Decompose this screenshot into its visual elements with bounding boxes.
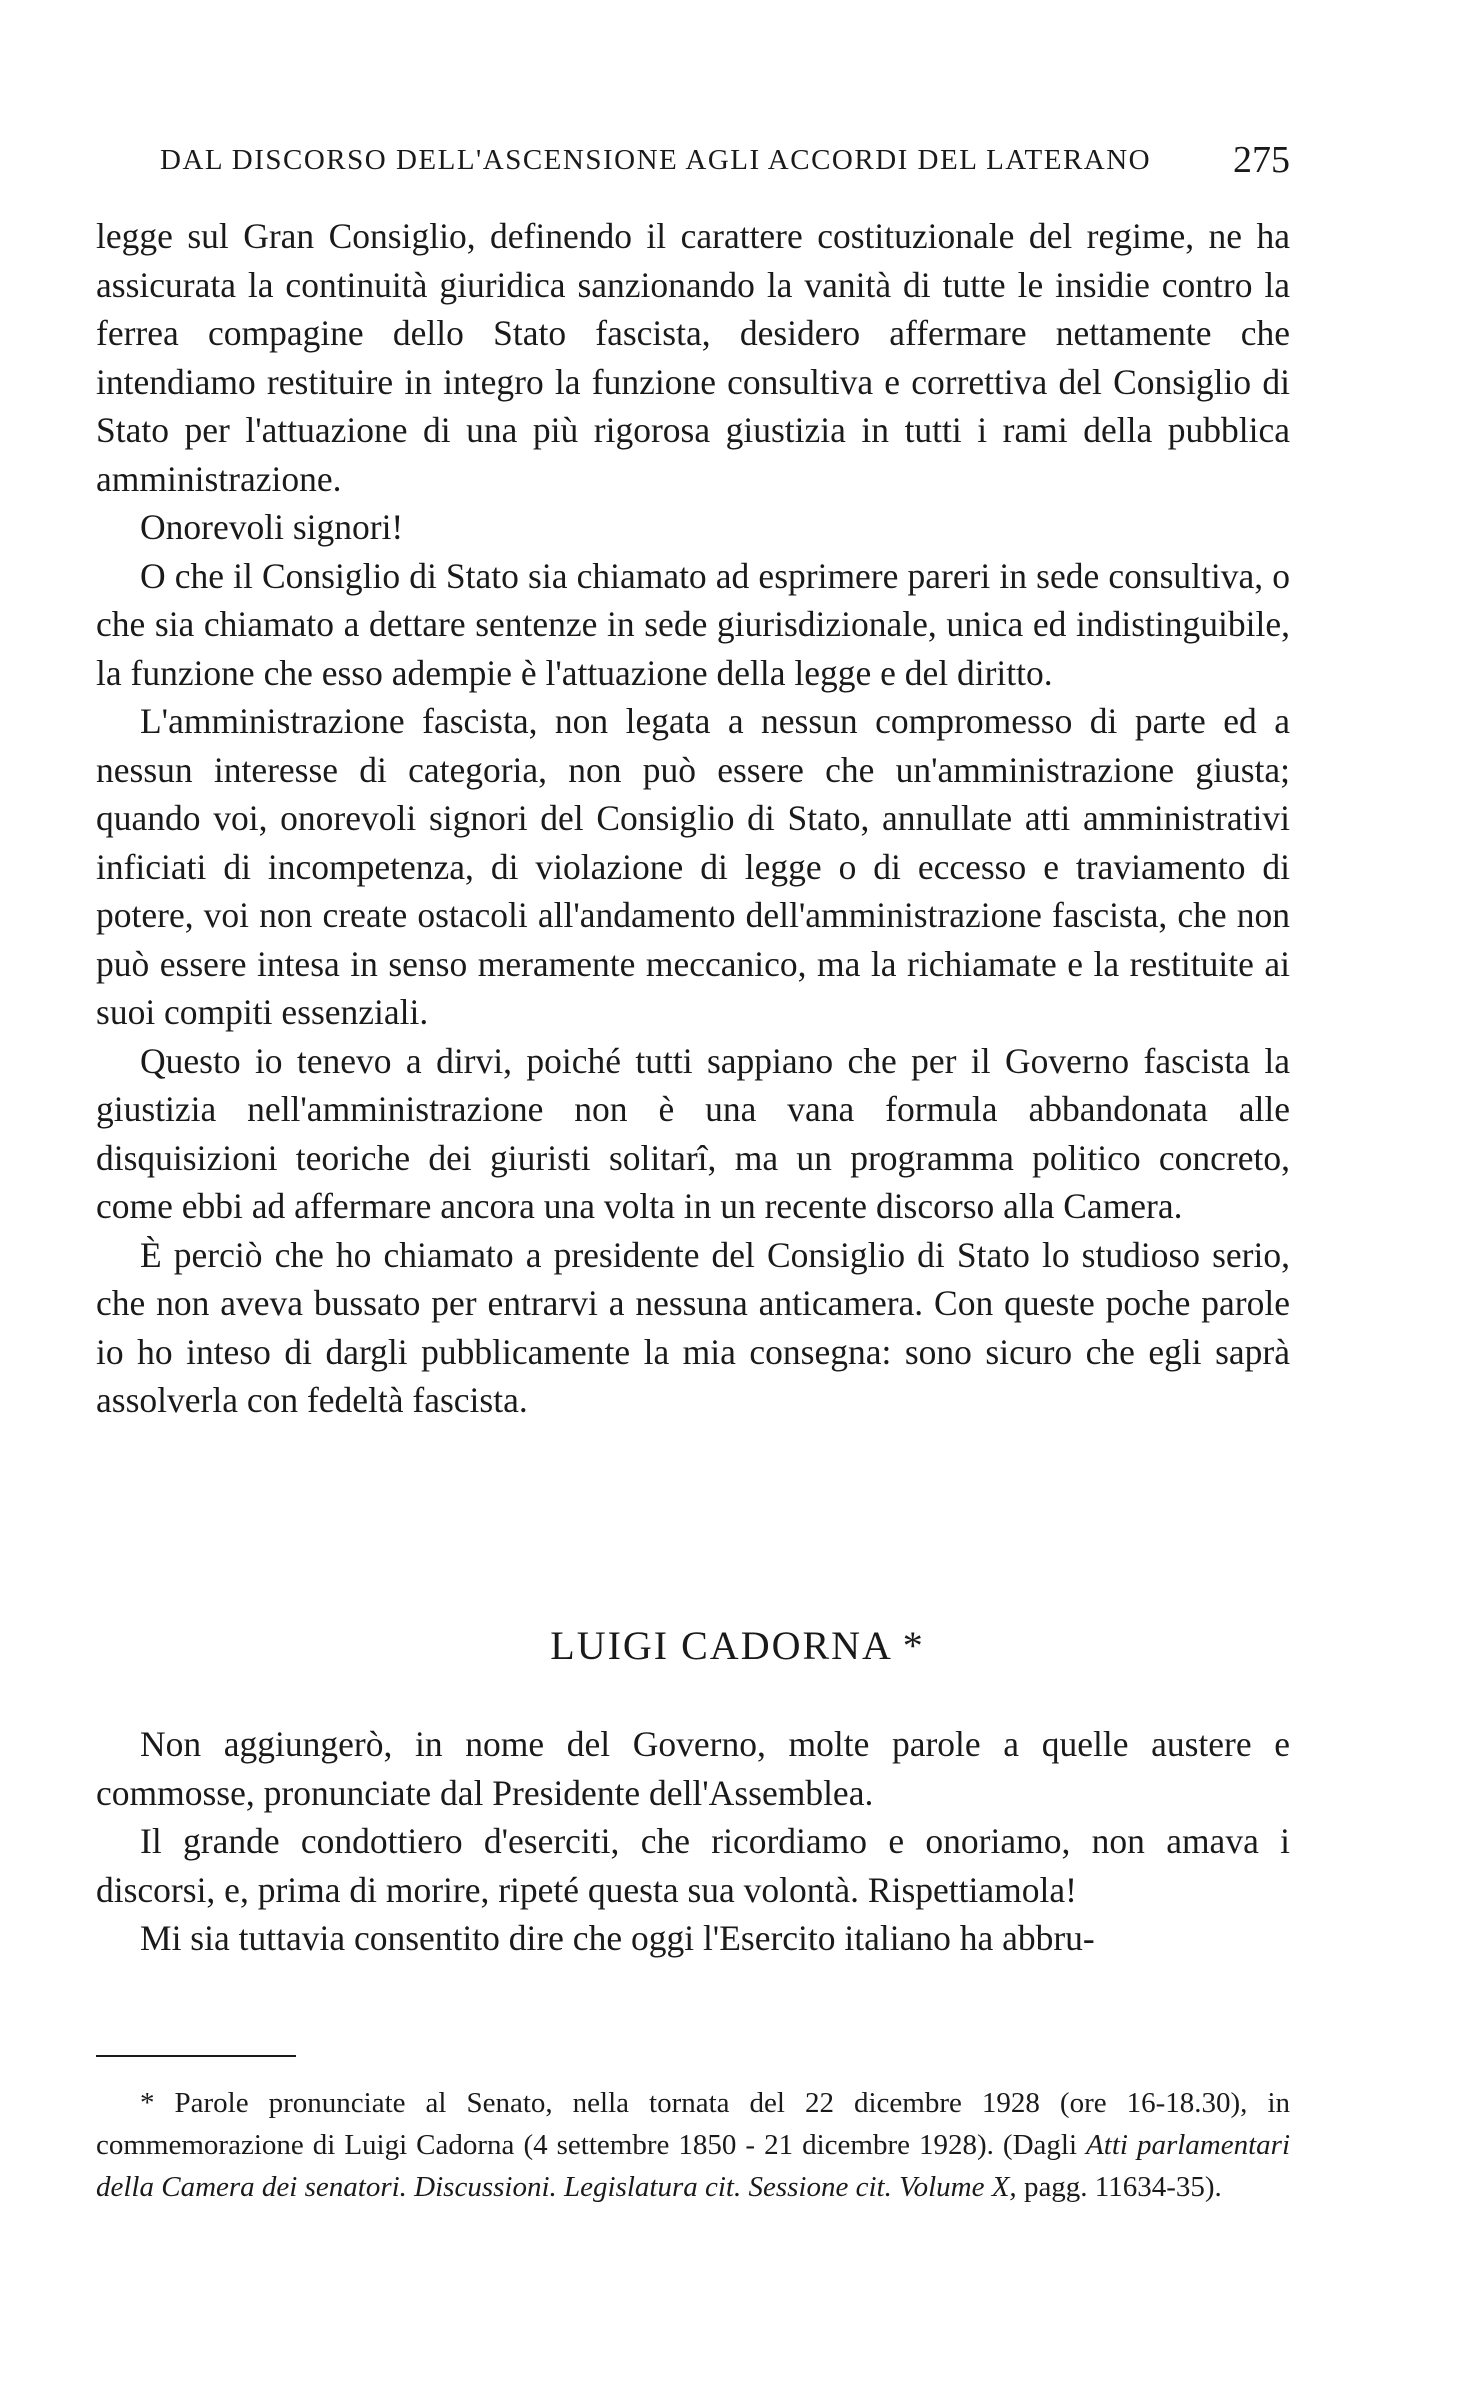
paragraph: O che il Consiglio di Stato sia chiamato ad esprimere pareri in sede consultiva, o che sia chiamato a dettare sentenze in sede giurisdizionale, unica ed indistinguibile, la funzione che esso adempie è l'attuazione della legge e del diritto.	[96, 555, 1290, 693]
paragraph: legge sul Gran Consiglio, definendo il carattere costituzionale del regime, ne ha assicurata la continuità giuridica sanzionando la vanità di tutte le insidie contro la ferrea compagine dello Stato fascista, desidero affermare nettamente che intendiamo restituire in integro la funzione consultiva e correttiva del Consiglio di Stato per l'attuazione di una più rigorosa giustizia in tutti i rami della pubblica amministrazione.	[96, 216, 1290, 499]
paragraph: È perciò che ho chiamato a presidente del Consiglio di Stato lo studioso serio, che non aveva bussato per entrarvi a nessuna anticamera. Con queste poche parole io ho inteso di dargli pubblicamente la mia consegna: sono sicuro che egli saprà assolverla con fedeltà fascista.	[96, 1234, 1290, 1420]
footnote-divider	[96, 2055, 296, 2057]
footnote-source-title: Atti parlamentari della Camera dei senatori. Discussioni. Legislatura cit. Sessione cit. Volume X,	[96, 2129, 1291, 2203]
footnote-text: * Parole pronunciate al Senato, nella tornata del 22 dicembre 1928 (ore 16-18.30), in commemorazione di Luigi Cadorna (4 settembre 1850 - 21 dicembre 1928). (Dagli	[96, 2087, 1290, 2161]
paragraph: Non aggiungerò, in nome del Governo, molte parole a quelle austere e commosse, pronunciate dal Presidente dell'Assemblea.	[96, 1724, 1290, 1813]
paragraph: Onorevoli signori!	[140, 507, 404, 547]
section-text	[96, 1720, 1290, 1963]
paragraph: L'amministrazione fascista, non legata a nessun compromesso di parte ed a nessun interesse di categoria, non può essere che un'amministrazione giusta; quando voi, onorevoli signori del Consiglio di Stato, annullate atti amministrativi inficiati di incompetenza, di violazione di legge o di eccesso e traviamento di potere, voi non create ostacoli all'andamento dell'amministrazione fascista, che non può essere intesa in senso meramente meccanico, ma la richiamate e la restituite ai suoi compiti essenziali.	[96, 701, 1290, 1032]
page-number: 275	[1233, 139, 1290, 181]
running-title: DAL DISCORSO DELL'ASCENSIONE AGLI ACCORDI DEL LATERANO	[160, 144, 1152, 176]
main-text	[96, 212, 1290, 1425]
footnote-pages: pagg. 11634-35).	[1023, 2171, 1222, 2203]
section-heading: LUIGI CADORNA *	[550, 1623, 925, 1668]
paragraph: Il grande condottiero d'eserciti, che ricordiamo e onoriamo, non amava i discorsi, e, prima di morire, ripeté questa sua volontà. Rispettiamola!	[96, 1821, 1290, 1910]
paragraph: Mi sia tuttavia consentito dire che oggi l'Esercito italiano ha abbru-	[140, 1918, 1095, 1958]
paragraph: Questo io tenevo a dirvi, poiché tutti sappiano che per il Governo fascista la giustizia nell'amministrazione non è una vana formula abbandonata alle disquisizioni teoriche dei giuristi solitarî, ma un programma politico concreto, come ebbi ad affermare ancora una volta in un recente discorso alla Camera.	[96, 1040, 1290, 1226]
running-head	[160, 138, 1290, 188]
footnote	[96, 2082, 1290, 2208]
